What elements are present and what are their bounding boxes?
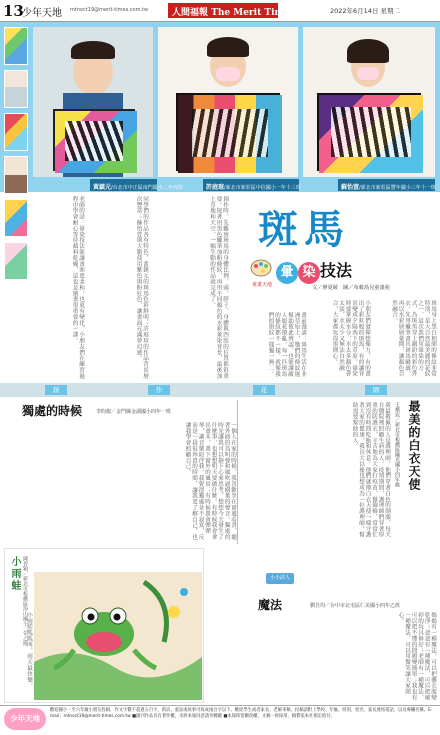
poem-author: 劉昱均／台中市北屯區仁美國小四年乙班: [310, 603, 401, 609]
lead-title: 斑馬: [258, 207, 350, 253]
student-photo-2: [158, 27, 298, 177]
zebra-painting-3: [317, 93, 421, 171]
thumbnail-1: [4, 27, 28, 65]
story2-author: 王楷宸／新北市板橋區國光國小四年級: [394, 402, 400, 487]
lead-byline: 文／廖夏綾 圖／布穀鳥兒童畫苑: [312, 285, 390, 291]
student-photo-1: [33, 27, 153, 177]
story1-author: 李昀叡／金門縣金湖國小四年一班: [96, 409, 172, 415]
thumbnail-5: [4, 199, 28, 237]
story1-title: 獨處的時候: [22, 404, 83, 418]
lead-body-column: 創作時，先觀察斑馬的身體比例，頭、脖子、身體與四肢的位置都很重要。接著用黑色蠟筆加粗條紋，再用不同顏色的水彩暈染背景，最後加上草地和天空，一幅生動的作品就完成了。: [209, 196, 228, 379]
caption-name: 許庭瑄: [206, 184, 225, 191]
divider-chip-3: 花: [253, 385, 275, 395]
photo-caption-3: [338, 179, 435, 191]
caption-detail: /台北市中正區南門國小二年丙班: [111, 185, 183, 191]
column-divider: [237, 400, 238, 544]
poet-badge: 小小詩人: [266, 573, 294, 584]
caption-detail: /新北市新莊區中信國小一年十三班: [224, 185, 301, 191]
column-brand: 童畫天地: [252, 282, 273, 288]
lead-subtitle: [276, 258, 352, 284]
divider-chip-4: 園: [365, 385, 387, 395]
thumbnail-4: [4, 156, 28, 194]
photo-caption-2: [203, 179, 299, 191]
thumbnail-strip: [4, 27, 28, 289]
caption-name: 蘇怡萱: [341, 184, 360, 191]
frog-poem-body: 小雨蛙呱呱叫，雨天最快樂。: [26, 612, 32, 689]
thumbnail-3: [4, 113, 28, 151]
lead-body-column: 畫前漫談：斑馬生活在非洲草原上，牠們的條紋能幫助彼此辨認，也能讓敵人眼花撩亂。每一匹斑馬的條紋都不一樣，就像我們的指紋一樣獨一無二。: [267, 312, 306, 377]
thumbnail-2: [4, 70, 28, 108]
photo-caption-1: [90, 179, 183, 191]
lead-body-column: 老師的話：暈染技法能讓畫面更柔和，也更有變化。小朋友們在練習過程中學會耐心等待顏料乾燥，這也是繪畫很重要的一課。: [71, 196, 84, 379]
subtitle-highlight-1: 暈: [276, 262, 298, 284]
story2-body: 我最敬佩的人是護理師，他們穿著白色的制服，每天在醫院裡照顧生病的人。疫情期間，護理師們穿著厚重的防護衣，辛苦地為大家打疫苗、做篩檢，常常忙到沒有時間吃飯和休息。他們就像白衣天使一樣守護著大家的健康，我長大以後也想成為一位護理師，幫助需要幫助的人。: [351, 402, 390, 538]
zebra-painting-2: [176, 93, 280, 171]
divider-chip-2: 作: [148, 385, 170, 395]
lead-body-column: 同學們的作品各有特色，黃鎮元的斑馬色彩鮮明；許庭瑄的作品背景層次豐富；蘇怡萱則大膽使用紫色與粉紅色，讓畫面充滿夢幻感。: [135, 196, 148, 379]
footer-notice: 歡迎國小一至六年級小朋友投稿，作文字數不超過五百字，新詩、童話或故事可寫成兩百字以下。歡迎學生或者家長、老師來稿，投稿請附上學校、年級、班別、姓名、家長連絡電話，以及專欄名稱。E-mail：mtnoct19@merit-times.com.tw ■副刊作品具有著作權，未經本報同意請勿轉載 ■本報保留刪改權，文稿一經採用，稿費依本社規定給付。: [50, 708, 433, 719]
page-header: [0, 0, 440, 22]
section-email: mtnoct19@merit-times.com.tw: [70, 7, 149, 13]
poem-body: 媽媽有一種魔法，可以把髒衣服變乾淨；爸爸有一種魔法，可以把壞掉的玩具修好；老師有一種魔法，可以把不懂的問題變簡單；我也有一種魔法，可以用微笑讓大家開心。: [397, 612, 436, 701]
subtitle-highlight-2: 染: [298, 262, 320, 284]
subtitle-rest: 技法: [320, 261, 353, 280]
divider-chip-1: 創: [45, 385, 67, 395]
thumbnail-6: [4, 242, 28, 280]
lead-body-column: 斑馬身上黑白相間的條紋非常特別，是大自然最美麗的花紋之一。這次我們用暈染的方式，為斑馬穿上繽紛的彩色外衣。先用蠟筆畫出斑馬輪廓，再以水彩層層暈開，讓顏色自然融合。: [391, 300, 436, 377]
poem-title: 魔法: [258, 598, 283, 612]
caption-detail: /新北市新莊區豐年國小三年十一班: [359, 185, 436, 191]
palette-icon: [250, 258, 272, 278]
frog-painting: [34, 572, 202, 700]
frog-title: 小雨蛙: [9, 556, 20, 592]
lead-body-column: 小朋友們發揮想像力，有的畫出了彩虹般的斑馬，有的讓背景變成夕陽西下的草原。暈染時要掌握水分，水太多顏色會太淡，水太少又無法自然融合，大家都玩得很開心。: [331, 300, 370, 377]
newspaper-logo: 人間福報 The Merit Times: [168, 3, 278, 18]
page-number: 13: [3, 2, 24, 20]
section-title: 少年天地: [22, 8, 62, 19]
caption-name: 黃鎮元: [93, 184, 112, 191]
story2-title: 最美的白衣天使: [407, 400, 421, 491]
story1-body: 一個人在家的時候，我喜歡坐在窗邊看書，聽著外面的鳥叫聲和風吹過樹葉的聲音。獨處的時光讓我可以靜下心來思考，想想今天發生了什麼事，也想想明天要做什麼。有時候我會拿出畫本，畫下窗外的風景；有時候我會彈彈琴，讓音樂陪伴我。我覺得獨處並不寂寞，反而是一段很珍貴的時間，讓我更了解自己，也讓我學會照顧自己。: [184, 422, 236, 540]
zebra-painting-1: [53, 109, 135, 171]
student-photo-3: [303, 27, 435, 177]
issue-date: 2022年6月14日 星期二: [330, 7, 401, 15]
footer-badge: 少年天地: [4, 708, 46, 730]
frog-author: 陳晉穎／新北市板橋區海山國小二年乙班: [22, 556, 28, 646]
